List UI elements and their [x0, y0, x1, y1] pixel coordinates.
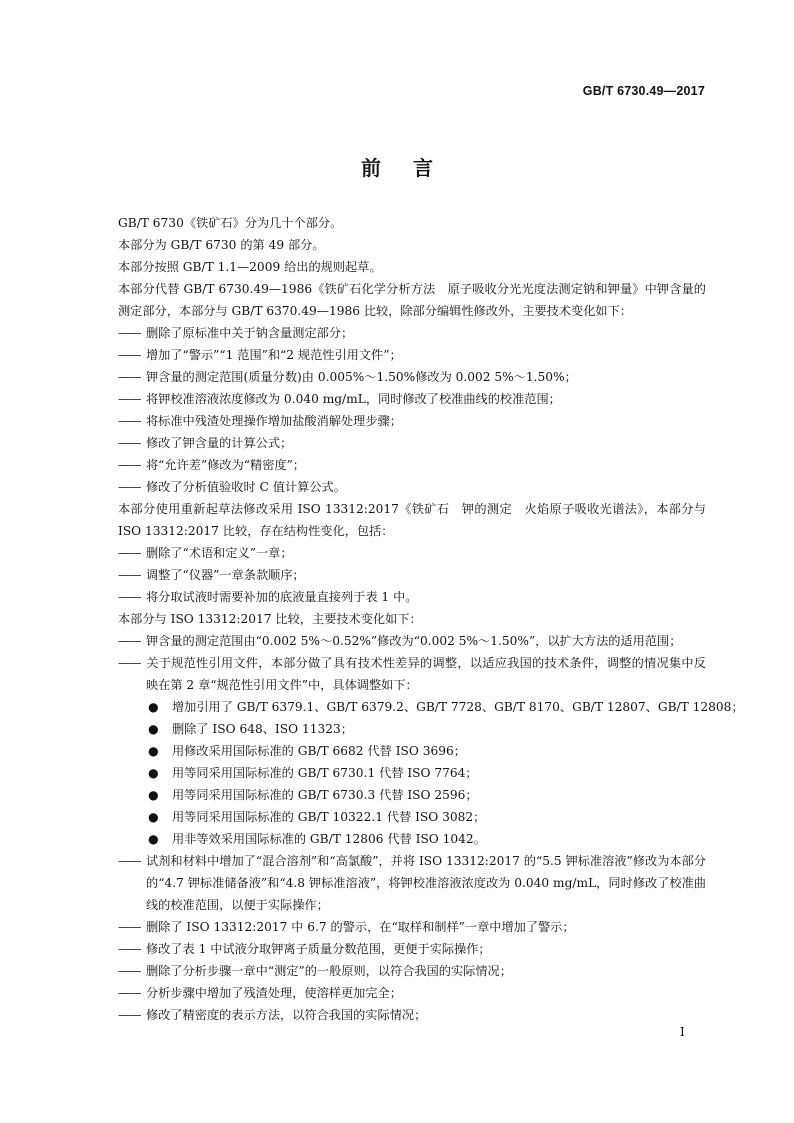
- list-item: —— 试剂和材料中增加了“混合溶剂”和“高氯酸”，并将 ISO 13312:2017 的“5.5 钾标准溶液”修改为本部分的“4.7 钾标准储备液”和“4.8 钾标准溶液”，将钾校准溶液浓度改为 0.040 mg/mL，同时修改了校准曲线的校准范围，以便于实际操作；: [118, 854, 706, 912]
- bullet-icon: ●: [148, 722, 159, 736]
- list-item: —— 修改了表 1 中试液分取钾离子质量分数范围，更便于实际操作；: [118, 942, 491, 956]
- bullet-icon: ●: [148, 766, 159, 780]
- bullet-item: ● 用修改采用国际标准的 GB/T 6682 代替 ISO 3696；: [118, 740, 706, 762]
- list-item: —— 将钾校准溶液浓度修改为 0.040 mg/mL，同时修改了校准曲线的校准范围；: [118, 392, 561, 406]
- standard-number: GB/T 6730.49—2017: [582, 84, 705, 98]
- paragraph: 本部分使用重新起草法修改采用 ISO 13312:2017《铁矿石 钾的测定 火焰原子吸收光谱法》，本部分与 ISO 13312:2017 比较，存在结构性变化，包括：: [118, 502, 706, 538]
- paragraph: 本部分按照 GB/T 1.1—2009 给出的规则起草。: [118, 260, 382, 274]
- list-item: —— 将标准中残渣处理操作增加盐酸消解处理步骤；: [118, 414, 402, 428]
- bullet-icon: ●: [148, 744, 159, 758]
- page-title: 前言: [361, 156, 465, 180]
- list-item: —— 关于规范性引用文件，本部分做了具有技术性差异的调整，以适应我国的技术条件，调整的情况集中反映在第 2 章“规范性引用文件”中，具体调整如下：: [118, 656, 706, 692]
- list-item: —— 钾含量的测定范围(质量分数)由 0.005%～1.50%修改为 0.002 5%～1.50%；: [118, 370, 577, 384]
- list-item: —— 钾含量的测定范围由“0.002 5%～0.52%”修改为“0.002 5%～1.50%”，以扩大方法的适用范围；: [118, 634, 682, 648]
- bullet-item: ● 增加引用了 GB/T 6379.1、GB/T 6379.2、GB/T 7728、GB/T 8170、GB/T 12807、GB/T 12808；: [118, 696, 706, 718]
- list-item: —— 将分取试液时需要补加的底液量直接列于表 1 中。: [118, 590, 418, 604]
- list-item: —— 修改了精密度的表示方法，以符合我国的实际情况；: [118, 1008, 427, 1022]
- paragraph: 本部分与 ISO 13312:2017 比较，主要技术变化如下：: [118, 612, 422, 626]
- bullet-item: ● 用等同采用国际标准的 GB/T 10322.1 代替 ISO 3082；: [118, 806, 706, 828]
- list-item: —— 将“允许差”修改为“精密度”；: [118, 458, 305, 472]
- bullet-item: ● 删除了 ISO 648、ISO 11323；: [118, 718, 706, 740]
- list-item: —— 调整了“仪器”一章条款顺序；: [118, 568, 305, 582]
- bullet-item: ● 用等同采用国际标准的 GB/T 6730.1 代替 ISO 7764；: [118, 762, 706, 784]
- page-number: I: [680, 1025, 685, 1039]
- bullet-icon: ●: [148, 700, 159, 714]
- bullet-item: ● 用等同采用国际标准的 GB/T 6730.3 代替 ISO 2596；: [118, 784, 706, 806]
- bullet-item: ● 用非等效采用国际标准的 GB/T 12806 代替 ISO 1042。: [118, 828, 706, 850]
- paragraph: GB/T 6730《铁矿石》分为几十个部分。: [118, 216, 343, 230]
- list-item: —— 修改了分析值验收时 C 值计算公式。: [118, 480, 346, 494]
- paragraph: 本部分为 GB/T 6730 的第 49 部分。: [118, 238, 325, 252]
- list-item: —— 删除了“术语和定义”一章；: [118, 546, 293, 560]
- list-item: —— 分析步骤中增加了残渣处理，使溶样更加完全；: [118, 986, 402, 1000]
- list-item: —— 删除了分析步骤一章中“测定”的一般原则，以符合我国的实际情况；: [118, 964, 512, 978]
- list-item: —— 删除了原标准中关于钠含量测定部分；: [118, 326, 354, 340]
- bullet-icon: ●: [148, 810, 159, 824]
- list-item: —— 删除了 ISO 13312:2017 中 6.7 的警示，在“取样和制样”一章中增加了警示；: [118, 920, 575, 934]
- bullet-icon: ●: [148, 832, 159, 846]
- bullet-icon: ●: [148, 788, 159, 802]
- list-item: —— 增加了“警示”“1 范围”和“2 规范性引用文件”；: [118, 348, 402, 362]
- list-item: —— 修改了钾含量的计算公式；: [118, 436, 293, 450]
- document-body: [118, 212, 744, 1026]
- paragraph: 本部分代替 GB/T 6730.49—1986《铁矿石化学分析方法 原子吸收分光光度法测定钠和钾量》中钾含量的测定部分，本部分与 GB/T 6370.49—1986 比较，除部分编辑性修改外，主要技术变化如下：: [118, 282, 706, 318]
